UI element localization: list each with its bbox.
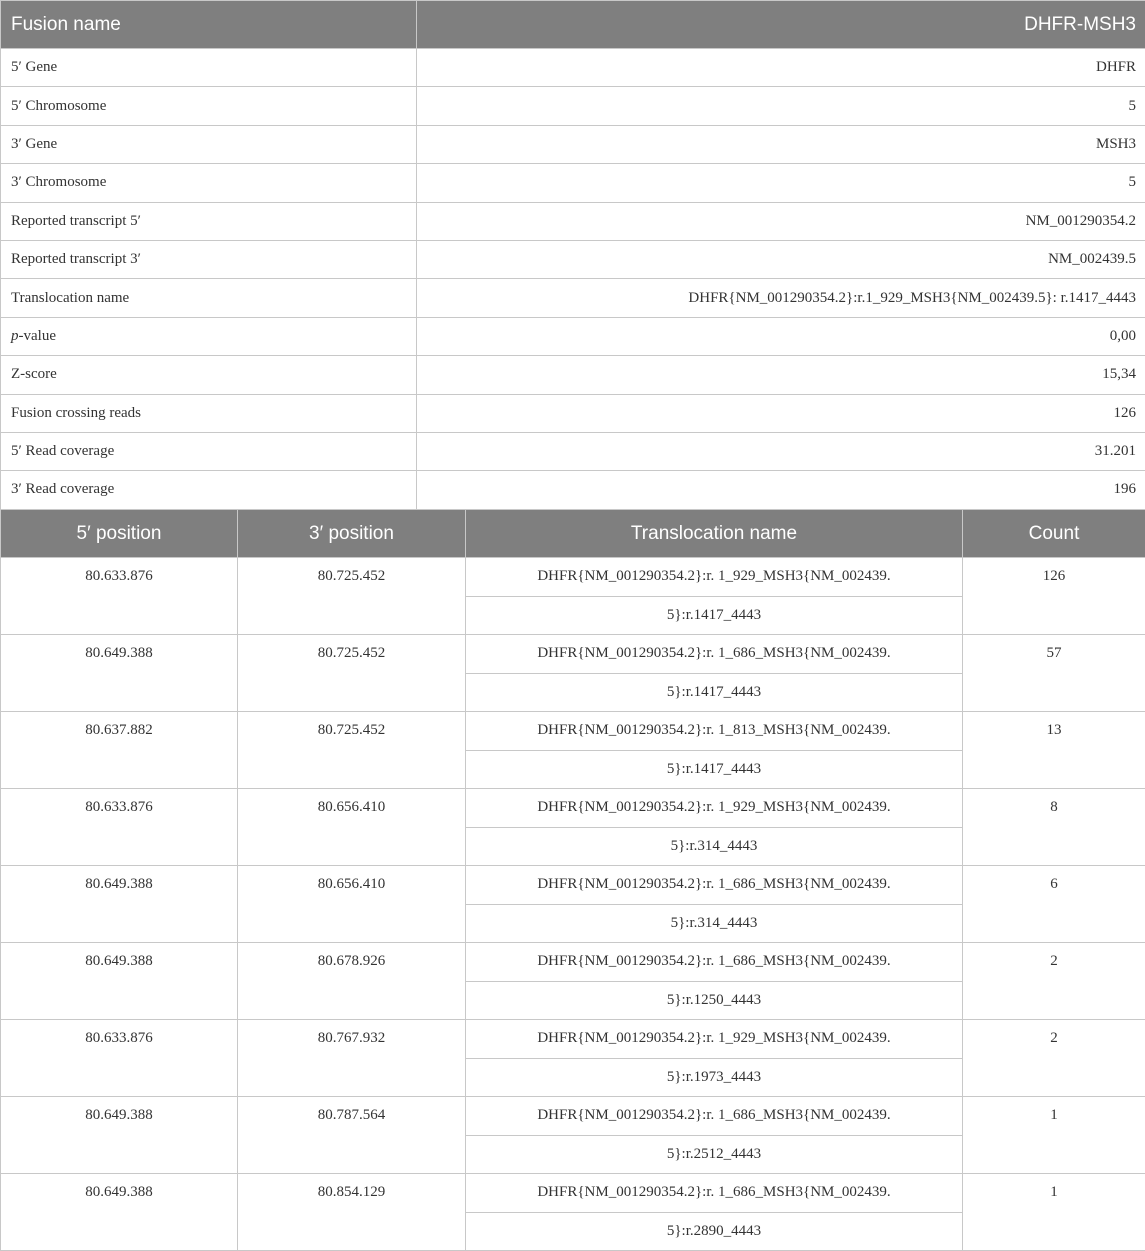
summary-value: 5 (417, 164, 1145, 202)
count-cell: 2 (963, 1020, 1145, 1097)
summary-row (1, 394, 1145, 432)
pos3-cell: 80.725.452 (238, 558, 466, 635)
summary-label: 5′ Read coverage (1, 432, 417, 470)
pos5-cell: 80.633.876 (1, 789, 238, 866)
summary-value: 126 (417, 394, 1145, 432)
pos3-cell: 80.854.129 (238, 1174, 466, 1251)
fusion-summary-table (0, 0, 1145, 510)
summary-value: 5 (417, 87, 1145, 125)
pos3-cell: 80.678.926 (238, 943, 466, 1020)
pos5-cell: 80.649.388 (1, 943, 238, 1020)
summary-label: Translocation name (1, 279, 417, 317)
pos3-cell: 80.725.452 (238, 635, 466, 712)
fusion-row (1, 558, 1145, 597)
summary-label: 3′ Read coverage (1, 471, 417, 509)
fusion-table-body (1, 558, 1145, 1251)
summary-row (1, 240, 1145, 278)
summary-value: 15,34 (417, 356, 1145, 394)
translocation-name-line2: 5}:r.314_4443 (466, 827, 963, 866)
summary-header-row (1, 1, 1145, 49)
translocation-name-line1: DHFR{NM_001290354.2}:r. 1_686_MSH3{NM_002439. (466, 943, 963, 982)
translocation-name-line2: 5}:r.1250_4443 (466, 981, 963, 1020)
summary-label: 3′ Chromosome (1, 164, 417, 202)
summary-label: Fusion crossing reads (1, 394, 417, 432)
summary-value: 0,00 (417, 317, 1145, 355)
fusion-row (1, 866, 1145, 905)
pos3-cell: 80.787.564 (238, 1097, 466, 1174)
col-header-3-position: 3′ position (238, 510, 466, 558)
pos5-cell: 80.633.876 (1, 1020, 238, 1097)
col-header-5-position: 5′ position (1, 510, 238, 558)
translocation-name-line2: 5}:r.1417_4443 (466, 750, 963, 789)
translocation-name-line1: DHFR{NM_001290354.2}:r. 1_929_MSH3{NM_002439. (466, 1020, 963, 1059)
pos5-cell: 80.633.876 (1, 558, 238, 635)
summary-label-pvalue (1, 317, 417, 355)
fusion-row (1, 789, 1145, 828)
fusion-row (1, 943, 1145, 982)
summary-row (1, 87, 1145, 125)
col-header-count: Count (963, 510, 1145, 558)
summary-row (1, 202, 1145, 240)
summary-label: 5′ Gene (1, 49, 417, 87)
summary-row (1, 356, 1145, 394)
pos5-cell: 80.649.388 (1, 866, 238, 943)
summary-row (1, 49, 1145, 87)
translocation-name-line1: DHFR{NM_001290354.2}:r. 1_686_MSH3{NM_002439. (466, 1097, 963, 1136)
fusion-row (1, 1174, 1145, 1213)
translocation-name-line1: DHFR{NM_001290354.2}:r. 1_686_MSH3{NM_002439. (466, 635, 963, 674)
summary-row (1, 471, 1145, 509)
fusion-row (1, 712, 1145, 751)
translocation-name-line1: DHFR{NM_001290354.2}:r. 1_929_MSH3{NM_002439. (466, 558, 963, 597)
translocation-name-line2: 5}:r.2890_4443 (466, 1212, 963, 1251)
pos3-cell: 80.656.410 (238, 866, 466, 943)
translocation-name-line2: 5}:r.1417_4443 (466, 673, 963, 712)
pos5-cell: 80.649.388 (1, 1174, 238, 1251)
summary-header-value: DHFR-MSH3 (417, 1, 1145, 49)
fusion-row (1, 1097, 1145, 1136)
fusion-row (1, 635, 1145, 674)
summary-row (1, 279, 1145, 317)
translocation-name-line1: DHFR{NM_001290354.2}:r. 1_686_MSH3{NM_002439. (466, 1174, 963, 1213)
pos5-cell: 80.637.882 (1, 712, 238, 789)
fusion-breakpoints-table (0, 509, 1145, 1251)
col-header-translocation-name: Translocation name (466, 510, 963, 558)
summary-value: 196 (417, 471, 1145, 509)
count-cell: 126 (963, 558, 1145, 635)
summary-value: NM_001290354.2 (417, 202, 1145, 240)
count-cell: 1 (963, 1097, 1145, 1174)
count-cell: 1 (963, 1174, 1145, 1251)
summary-row (1, 432, 1145, 470)
summary-value: DHFR{NM_001290354.2}:r.1_929_MSH3{NM_002439.5}: r.1417_4443 (417, 279, 1145, 317)
summary-label: Reported transcript 5′ (1, 202, 417, 240)
summary-row (1, 164, 1145, 202)
translocation-name-line1: DHFR{NM_001290354.2}:r. 1_813_MSH3{NM_002439. (466, 712, 963, 751)
pos3-cell: 80.725.452 (238, 712, 466, 789)
count-cell: 2 (963, 943, 1145, 1020)
summary-row (1, 125, 1145, 163)
fusion-header-row (1, 510, 1145, 558)
translocation-name-line2: 5}:r.1417_4443 (466, 596, 963, 635)
count-cell: 6 (963, 866, 1145, 943)
summary-value: MSH3 (417, 125, 1145, 163)
pos3-cell: 80.656.410 (238, 789, 466, 866)
translocation-name-line1: DHFR{NM_001290354.2}:r. 1_686_MSH3{NM_002439. (466, 866, 963, 905)
summary-label: 3′ Gene (1, 125, 417, 163)
translocation-name-line2: 5}:r.2512_4443 (466, 1135, 963, 1174)
count-cell: 8 (963, 789, 1145, 866)
count-cell: 57 (963, 635, 1145, 712)
pos3-cell: 80.767.932 (238, 1020, 466, 1097)
pvalue-rest: -value (19, 328, 56, 344)
pos5-cell: 80.649.388 (1, 635, 238, 712)
summary-label: Z-score (1, 356, 417, 394)
summary-header-label: Fusion name (1, 1, 417, 49)
translocation-name-line2: 5}:r.1973_4443 (466, 1058, 963, 1097)
summary-value: NM_002439.5 (417, 240, 1145, 278)
fusion-row (1, 1020, 1145, 1059)
summary-label: Reported transcript 3′ (1, 240, 417, 278)
pos5-cell: 80.649.388 (1, 1097, 238, 1174)
summary-value: 31.201 (417, 432, 1145, 470)
translocation-name-line2: 5}:r.314_4443 (466, 904, 963, 943)
summary-value: DHFR (417, 49, 1145, 87)
summary-row (1, 317, 1145, 355)
count-cell: 13 (963, 712, 1145, 789)
summary-label: 5′ Chromosome (1, 87, 417, 125)
pvalue-italic: p (11, 328, 19, 344)
translocation-name-line1: DHFR{NM_001290354.2}:r. 1_929_MSH3{NM_002439. (466, 789, 963, 828)
